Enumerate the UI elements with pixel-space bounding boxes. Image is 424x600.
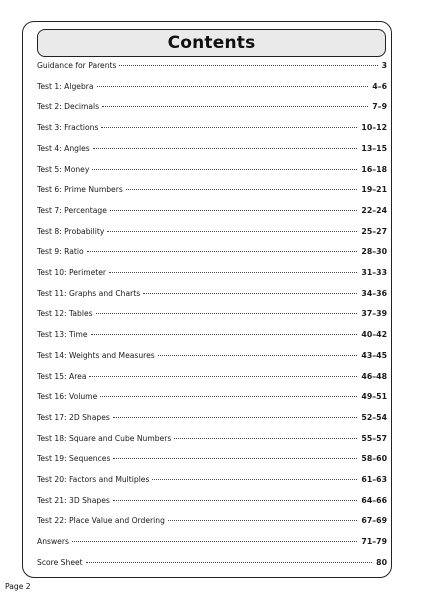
- entry-label: Test 9: Ratio: [37, 247, 84, 257]
- entry-pages: 22–24: [361, 205, 387, 215]
- entry-pages: 16–18: [361, 164, 387, 174]
- contents-entry: [37, 267, 387, 278]
- contents-entry: [37, 81, 387, 92]
- entry-pages: 71–79: [361, 537, 387, 547]
- dot-leader: [119, 65, 377, 66]
- entry-pages: 34–36: [361, 288, 387, 298]
- contents-entry: [37, 308, 387, 319]
- entry-label: Test 18: Square and Cube Numbers: [37, 433, 172, 443]
- contents-entry: [37, 60, 387, 71]
- contents-entry: [37, 164, 387, 175]
- dot-leader: [110, 210, 358, 211]
- entry-pages: 3: [381, 61, 387, 70]
- entry-pages: 61–63: [361, 475, 387, 485]
- contents-entry: [37, 433, 387, 444]
- dot-leader: [101, 127, 357, 128]
- entry-label: Test 8: Probability: [37, 226, 105, 236]
- dot-leader: [100, 396, 357, 397]
- entry-label: Test 21: 3D Shapes: [37, 495, 110, 505]
- title-banner: [37, 29, 386, 57]
- entry-label: Test 20: Factors and Multiples: [37, 475, 150, 485]
- entry-label: Test 1: Algebra: [37, 81, 94, 91]
- entry-label: Test 5: Money: [37, 164, 90, 174]
- entry-pages: 28–30: [361, 247, 387, 257]
- entry-pages: 80: [376, 557, 387, 567]
- entry-label: Test 12: Tables: [37, 309, 93, 319]
- dot-leader: [109, 272, 357, 273]
- entry-pages: 7–9: [372, 102, 387, 112]
- page-number: Page 2: [5, 582, 31, 591]
- entry-label: Test 3: Fractions: [37, 123, 99, 133]
- contents-list: [37, 60, 387, 568]
- entry-label: Test 17: 2D Shapes: [37, 412, 110, 422]
- contents-entry: [37, 288, 387, 299]
- contents-entry: [37, 495, 387, 506]
- dot-leader: [97, 86, 369, 87]
- entry-pages: 46–48: [361, 371, 387, 381]
- dot-leader: [72, 541, 357, 542]
- dot-leader: [113, 458, 357, 459]
- entry-label: Test 15: Area: [37, 371, 87, 381]
- entry-pages: 13–15: [361, 143, 387, 153]
- entry-label: Test 19: Sequences: [37, 454, 111, 464]
- contents-entry: [37, 536, 387, 547]
- entry-pages: 25–27: [361, 226, 387, 236]
- contents-entry: [37, 371, 387, 382]
- entry-pages: 19–21: [361, 185, 387, 195]
- dot-leader: [158, 355, 358, 356]
- dot-leader: [93, 148, 358, 149]
- contents-entry: [37, 101, 387, 112]
- contents-entry: [37, 557, 387, 568]
- entry-pages: 64–66: [361, 495, 387, 505]
- dot-leader: [113, 500, 358, 501]
- dot-leader: [174, 438, 357, 439]
- dot-leader: [102, 106, 368, 107]
- entry-label: Test 10: Perimeter: [37, 268, 107, 278]
- entry-pages: 31–33: [361, 268, 387, 278]
- entry-label: Test 7: Percentage: [37, 205, 107, 215]
- dot-leader: [143, 293, 357, 294]
- entry-pages: 37–39: [361, 309, 387, 319]
- page-title: Contents: [167, 33, 256, 53]
- contents-entry: [37, 391, 387, 402]
- entry-pages: 52–54: [361, 412, 387, 422]
- dot-leader: [113, 417, 358, 418]
- contents-entry: [37, 122, 387, 133]
- entry-label: Score Sheet: [37, 557, 83, 567]
- entry-pages: 10–12: [361, 123, 387, 133]
- dot-leader: [86, 562, 373, 563]
- dot-leader: [87, 251, 358, 252]
- dot-leader: [89, 376, 357, 377]
- entry-label: Test 16: Volume: [37, 392, 98, 402]
- entry-label: Test 11: Graphs and Charts: [37, 288, 141, 298]
- entry-label: Test 2: Decimals: [37, 102, 100, 112]
- entry-pages: 49–51: [361, 392, 387, 402]
- contents-entry: [37, 412, 387, 423]
- contents-entry: [37, 226, 387, 237]
- dot-leader: [107, 231, 357, 232]
- contents-entry: [37, 453, 387, 464]
- contents-entry: [37, 205, 387, 216]
- entry-pages: 67–69: [361, 516, 387, 526]
- contents-entry: [37, 329, 387, 340]
- entry-pages: 55–57: [361, 433, 387, 443]
- dot-leader: [168, 520, 357, 521]
- entry-label: Test 14: Weights and Measures: [37, 350, 155, 360]
- contents-entry: [37, 246, 387, 257]
- entry-pages: 40–42: [361, 330, 387, 340]
- entry-label: Test 4: Angles: [37, 143, 90, 153]
- dot-leader: [152, 479, 357, 480]
- dot-leader: [126, 189, 358, 190]
- contents-entry: [37, 350, 387, 361]
- entry-label: Guidance for Parents: [37, 61, 117, 70]
- dot-leader: [91, 334, 358, 335]
- entry-label: Answers: [37, 537, 69, 547]
- entry-pages: 4–6: [372, 81, 387, 91]
- entry-label: Test 13: Time: [37, 330, 88, 340]
- entry-label: Test 22: Place Value and Ordering: [37, 516, 165, 526]
- entry-label: Test 6: Prime Numbers: [37, 185, 123, 195]
- contents-entry: [37, 184, 387, 195]
- contents-entry: [37, 515, 387, 526]
- dot-leader: [92, 169, 357, 170]
- dot-leader: [96, 313, 358, 314]
- entry-pages: 58–60: [361, 454, 387, 464]
- entry-pages: 43–45: [361, 350, 387, 360]
- contents-entry: [37, 143, 387, 154]
- contents-entry: [37, 474, 387, 485]
